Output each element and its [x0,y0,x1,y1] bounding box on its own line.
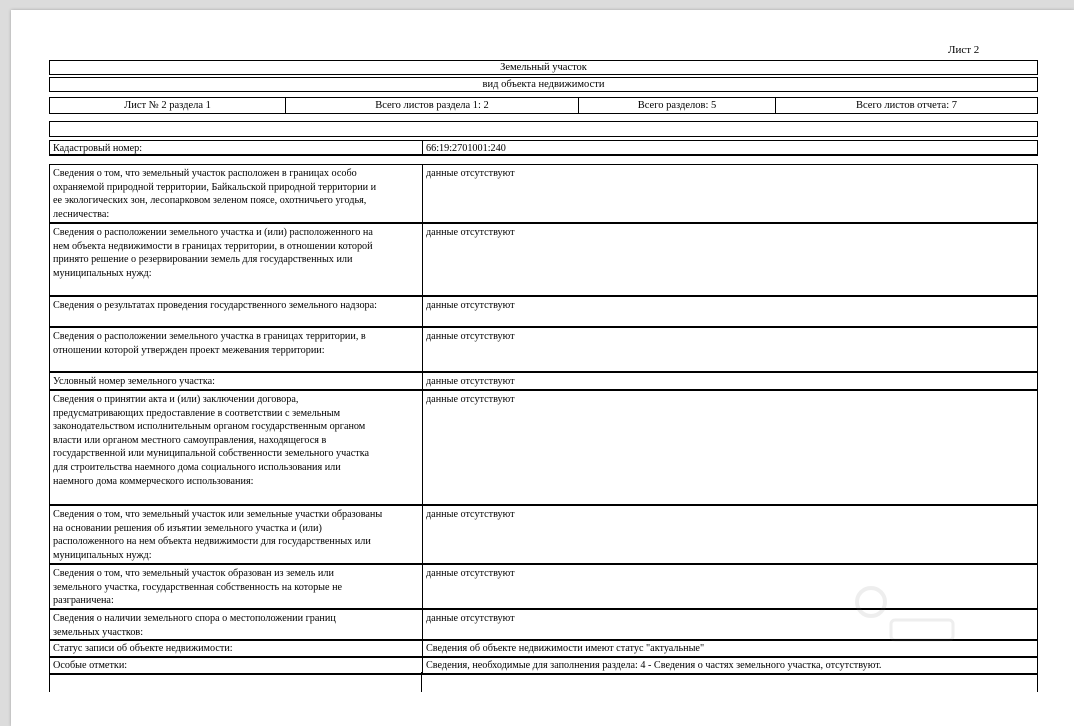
table-row [49,164,1038,224]
row-label: Сведения о наличии земельного спора о местоположении границ земельных участков: [53,613,336,638]
table-row [49,372,1038,391]
table-row [49,296,1038,328]
column-divider [422,224,423,295]
column-divider [421,672,422,692]
table-row [49,564,1038,610]
row-label: Сведения о том, что земельный участок или земельные участки образованы на основании решения об изъятии земельного участка и (или) расположенного на нем объекта недвижимости для государственных или муниципальных нужд: [53,509,383,561]
row-label: Условный номер земельного участка: [53,376,215,387]
cadastral-number-value: 66:19:2701001:240 [426,143,506,154]
right-border-line [1037,672,1038,692]
row-label: Сведения о расположении земельного участка в границах территории, в отношении которой утвержден проект межевания территории: [53,331,366,356]
table-row [49,505,1038,565]
row-value: данные отсутствуют [426,331,515,342]
counter-report-sheets: Всего листов отчета: 7 [856,100,957,111]
row-value: данные отсутствуют [426,509,515,520]
special-notes-value: Сведения, необходимые для заполнения раздела: 4 - Сведения о частях земельного участка, отсутствуют. [426,660,882,671]
column-divider [422,165,423,222]
table-continuation [49,672,1038,692]
column-divider [422,297,423,326]
column-divider [422,610,423,639]
cadastral-number-label: Кадастровый номер: [53,143,143,154]
row-value: данные отсутствуют [426,227,515,238]
column-divider [422,141,423,154]
row-value: данные отсутствуют [426,613,515,624]
table-row [49,390,1038,506]
record-status-row [49,640,1038,658]
column-divider [422,373,423,389]
counter-section-sheets: Всего листов раздела 1: 2 [286,98,579,113]
sheet-number: Лист 2 [948,44,980,56]
record-status-label: Статус записи об объекте недвижимости: [53,643,233,654]
row-label: Сведения о том, что земельный участок расположен в границах особо охраняемой природной территории, Байкальской природной территории и ее экологических зон, лесопарковом зеленом поясе, охотничьего угодья, лесничества: [53,168,377,220]
table-row [49,609,1038,641]
row-value: данные отсутствуют [426,300,515,311]
column-divider [422,641,423,656]
column-divider [422,328,423,371]
object-type-caption: вид объекта недвижимости [49,77,1038,92]
blank-separator-row [49,121,1038,137]
document-page [11,10,1074,726]
object-title: Земельный участок [49,60,1038,75]
row-value: данные отсутствуют [426,568,515,579]
column-divider [422,506,423,563]
counter-sheet-of-section: Лист № 2 раздела 1 [50,98,286,113]
row-value: данные отсутствуют [426,168,515,179]
cadastral-number-row [49,140,1038,156]
column-divider [422,391,423,504]
table-row [49,223,1038,297]
column-divider [422,565,423,608]
table-row [49,327,1038,373]
row-value: данные отсутствуют [426,394,515,405]
counters-row [49,97,1038,114]
special-notes-label: Особые отметки: [53,660,128,671]
row-label: Сведения о расположении земельного участка и (или) расположенного на нем объекта недвижимости в границах территории, в отношении которой принято решение о резервировании земель для государственных или муниципальных нужд: [53,227,373,279]
row-label: Сведения о том, что земельный участок образован из земель или земельного участка, государственная собственность на которые не разграничена: [53,568,343,607]
column-divider [422,658,423,673]
record-status-value: Сведения об объекте недвижимости имеют статус "актуальные" [426,643,705,654]
row-label: Сведения о результатах проведения государственного земельного надзора: [53,300,378,311]
counter-sections: Всего разделов: 5 [579,98,776,113]
row-value: данные отсутствуют [426,376,515,387]
row-label: Сведения о принятии акта и (или) заключении договора, предусматривающих предоставление в соответствии с земельным законодательством исполнительным органом государственным органом власти или органом местного самоуправления, находящегося в государственной или муниципальной собственности земельного участка для строительства наемного дома социального использования или наемного дома коммерческого использования: [53,394,370,487]
left-border-line [49,672,50,692]
